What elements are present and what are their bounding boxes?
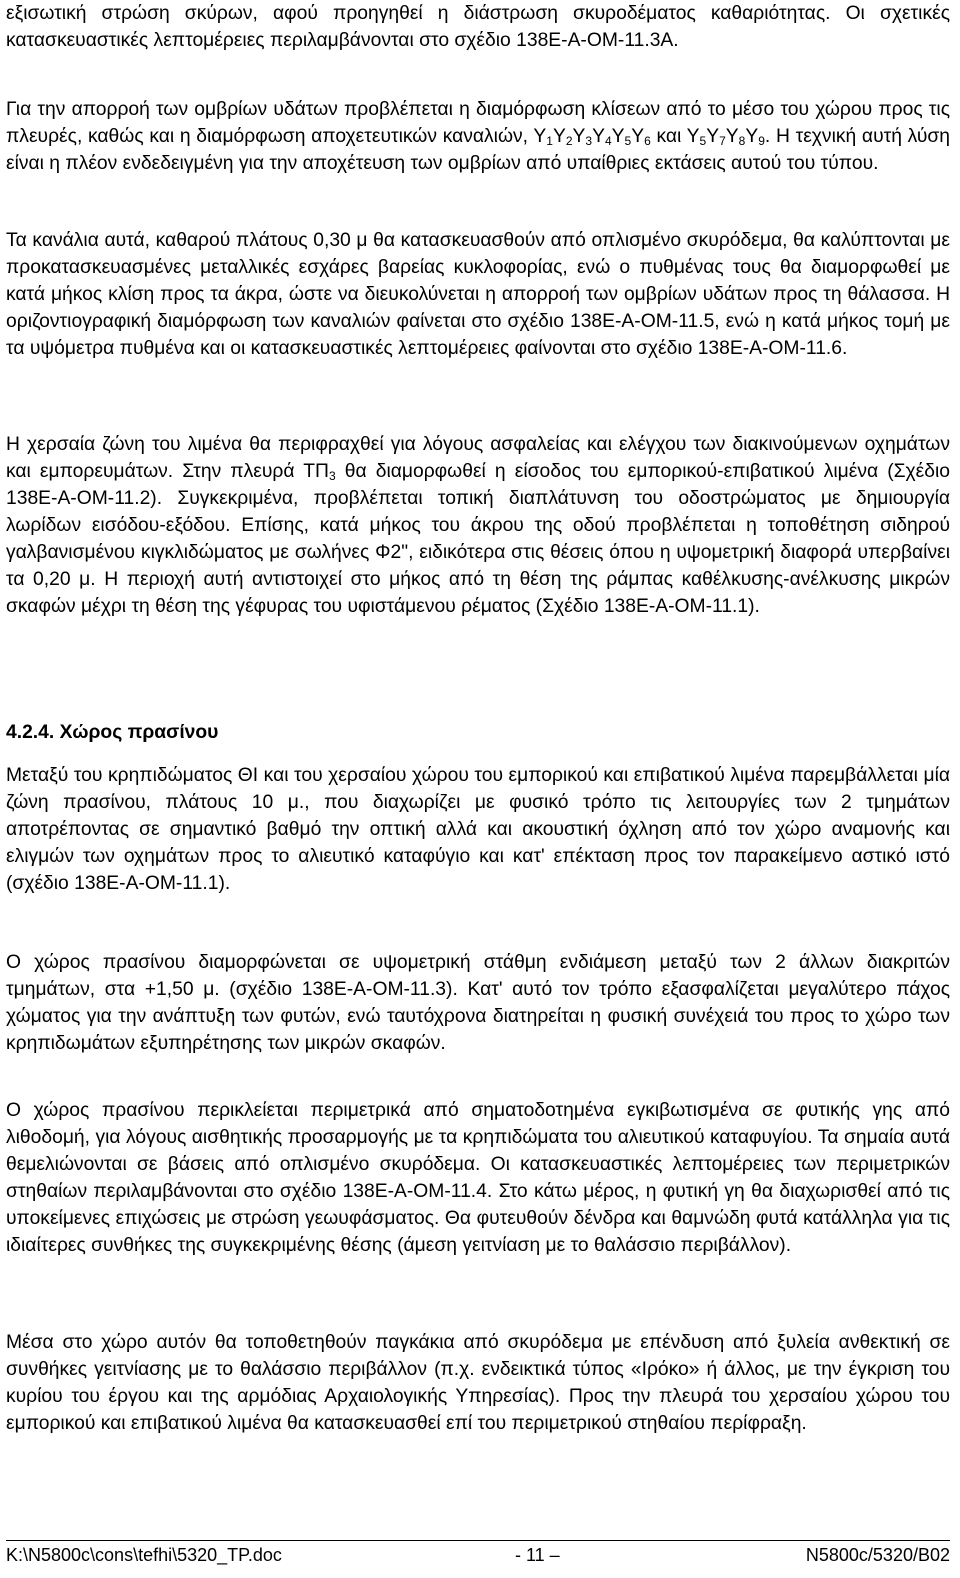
paragraph-5: Μεταξύ του κρηπιδώματος ΘΙ και του χερσαίου χώρου του εμπορικού και επιβατικού λιμένα παρεμβάλλεται μία ζώνη πρασίνου, πλάτους 10 μ., που διαχωρίζει με φυσικό τρόπο τις λειτουργίες των 2 τμημάτων αποτρέποντας σε σημαντικό βαθμό την οπτική αλλά και ακουστική όχληση από τον χώρο αναμονής και ελιγμών των οχημάτων προς το αλιευτικό καταφύγιο και κατ' επέκταση προς τον παρακείμενο αστικό ιστό (σχέδιο 138Ε-Α-ΟΜ-11.1).	[6, 765, 950, 894]
paragraph-3: Τα κανάλια αυτά, καθαρού πλάτους 0,30 μ θα κατασκευασθούν από οπλισμένο σκυρόδεμα, θα καλύπτονται με προκατασκευασμένες μεταλλικές εσχάρες βαρείας κυκλοφορίας, ενώ ο πυθμένας τους θα διαμορφωθεί με κατά μήκος κλίση προς τα άκρα, ώστε να διευκολύνεται η απορροή των ομβρίων υδάτων προς τη θάλασσα. Η οριζοντιογραφική διαμόρφωση των καναλιών φαίνεται στο σχέδιο 138Ε-Α-ΟΜ-11.5, ενώ η κατά μήκος τομή με τα υψόμετρα πυθμένα και οι κατασκευαστικές λεπτομέρειες φαίνονται στο σχέδιο 138Ε-Α-ΟΜ-11.6.	[6, 230, 950, 359]
section-heading: 4.2.4. Χώρος πρασίνου	[6, 722, 219, 743]
paragraph-4: Η χερσαία ζώνη του λιμένα θα περιφραχθεί για λόγους ασφαλείας και ελέγχου των διακινούμενων οχημάτων και εμπορευμάτων. Στην πλευρά $T\Pi_3$ θα διαμορφωθεί η είσοδος του εμπορικού-επιβατικού λιμένα (Σχέδιο 138Ε-Α-ΟΜ-11.2). Συγκεκριμένα, προβλέπεται τοπική διαπλάτυνση του οδοστρώματος με δημιουργία λωρίδων εισόδου-εξόδου. Επίσης, κατά μήκος του άκρου της οδού προβλέπεται η τοποθέτηση σιδηρού γαλβανισμένου κιγκλιδώματος με σωλήνες Φ2", ειδικότερα στις θέσεις όπου η υψομετρική διαφορά υπερβαίνει τα 0,20 μ. Η περιοχή αυτή αντιστοιχεί στο μήκος από τη θέση της ράμπας καθέλκυσης-ανέλκυσης μικρών σκαφών μέχρι τη θέση της γέφυρας του υφιστάμενου ρέματος (Σχέδιο 138Ε-Α-ΟΜ-11.1).	[6, 434, 950, 617]
paragraph-7: Ο χώρος πρασίνου περικλείεται περιμετρικά από σηματοδοτημένα εγκιβωτισμένα σε φυτικής γης από λιθοδομή, για λόγους αισθητικής προσαρμογής με τα κρηπιδώματα του αλιευτικού καταφυγίου. Τα σημαία αυτά θεμελιώνονται σε βάσεις από οπλισμένο σκυρόδεμα. Οι κατασκευαστικές λεπτομέρειες των περιμετρικών στηθαίων περιλαμβάνονται στο σχέδιο 138Ε-Α-ΟΜ-11.4. Στο κάτω μέρος, η φυτική γη θα διαχωρισθεί από τις υποκείμενες επιχώσεις με στρώση γεωυφάσματος. Θα φυτευθούν δένδρα και θαμνώδη φυτά κατάλληλα για τις ιδιαίτερες συνθήκες της συγκεκριμένης θέσης (άμεση γειτνίαση με το θαλάσσιο περιβάλλον).	[6, 1100, 950, 1256]
page-footer	[6, 1540, 950, 1565]
paragraph-2: Για την απορροή των ομβρίων υδάτων προβλέπεται η διαμόρφωση κλίσεων από το μέσο του χώρου προς τις πλευρές, καθώς και η διαμόρφωση αποχετευτικών καναλιών, $\Upsilon_1\Upsilon_2\Upsilon_3\Upsilon_4\Upsilon_5\Upsilon_6$ και $\Upsilon_5\Upsilon_7\Upsilon_8\Upsilon_9$. Η τεχνική αυτή λύση είναι η πλέον ενδεδειγμένη για την αποχέτευση των ομβρίων από υπαίθριες εκτάσεις αυτού του τύπου.	[6, 99, 950, 174]
paragraph-1: εξισωτική στρώση σκύρων, αφού προηγηθεί η διάστρωση σκυροδέματος καθαριότητας. Οι σχετικές κατασκευαστικές λεπτομέρειες περιλαμβάνονται στο σχέδιο 138Ε-Α-ΟΜ-11.3Α.	[6, 3, 950, 51]
footer-file-path: K:\N5800c\cons\tefhi\5320_TP.doc	[6, 1545, 282, 1565]
paragraph-6: Ο χώρος πρασίνου διαμορφώνεται σε υψομετρική στάθμη ενδιάμεση μεταξύ των 2 άλλων διακριτών τμημάτων, στα +1,50 μ. (σχέδιο 138Ε-Α-ΟΜ-11.3). Κατ' αυτό τον τρόπο εξασφαλίζεται μεγαλύτερο πάχος χώματος για την ανάπτυξη των φυτών, ενώ ταυτόχρονα διατηρείται η φυσική συνέχειά του προς το χώρο των κρηπιδωμάτων εξυπηρέτησης των μικρών σκαφών.	[6, 952, 950, 1054]
paragraph-8: Μέσα στο χώρο αυτόν θα τοποθετηθούν παγκάκια από σκυρόδεμα με επένδυση από ξυλεία ανθεκτική σε συνθήκες γειτνίασης με το θαλάσσιο περιβάλλον (π.χ. ενδεικτικά τύπος «Ιρόκο» ή άλλος, με την έγκριση του κυρίου του έργου και της αρμόδιας Αρχαιολογικής Υπηρεσίας). Προς την πλευρά του χερσαίου χώρου του εμπορικού και επιβατικού λιμένα θα κατασκευασθεί επί του περιμετρικού στηθαίου περίφραξη.	[6, 1332, 950, 1434]
footer-document-code: N5800c/5320/B02	[805, 1545, 950, 1565]
footer-page-number: - 11 –	[515, 1545, 560, 1565]
